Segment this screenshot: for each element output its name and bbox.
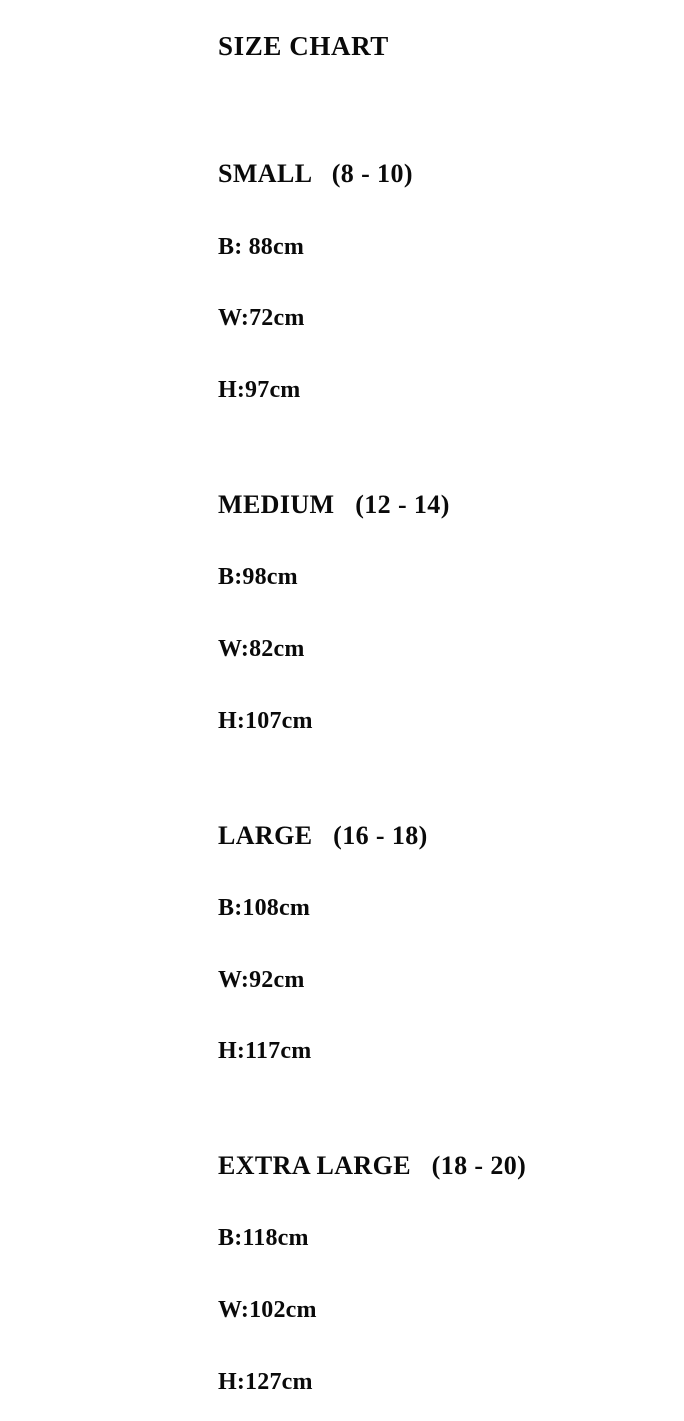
size-block-small: [218, 158, 684, 405]
measurement-hip-extra-large: H:127cm: [218, 1368, 313, 1395]
measurement-waist-small: W:72cm: [218, 305, 305, 332]
measurement-waist-extra-large: W:102cm: [218, 1297, 317, 1324]
measurement-waist-medium: W:82cm: [218, 635, 305, 662]
measurement-hip-large: H:117cm: [218, 1038, 312, 1065]
size-heading-extra-large: EXTRA LARGE (18 - 20): [218, 1151, 527, 1181]
page-title: SIZE CHART: [218, 31, 389, 61]
size-block-large: [218, 820, 684, 1067]
measurement-bust-small: B: 88cm: [218, 233, 305, 260]
size-heading-small: SMALL (8 - 10): [218, 159, 413, 189]
measurement-bust-large: B:108cm: [218, 894, 311, 921]
size-block-medium: [218, 489, 684, 736]
measurement-hip-small: H:97cm: [218, 377, 301, 404]
size-heading-medium: MEDIUM (12 - 14): [218, 489, 450, 519]
measurement-hip-medium: H:107cm: [218, 707, 313, 734]
measurement-bust-extra-large: B:118cm: [218, 1225, 309, 1252]
measurement-bust-medium: B:98cm: [218, 564, 298, 591]
size-heading-large: LARGE (16 - 18): [218, 820, 428, 850]
measurement-waist-large: W:92cm: [218, 966, 305, 993]
size-block-extra-large: [218, 1150, 684, 1397]
